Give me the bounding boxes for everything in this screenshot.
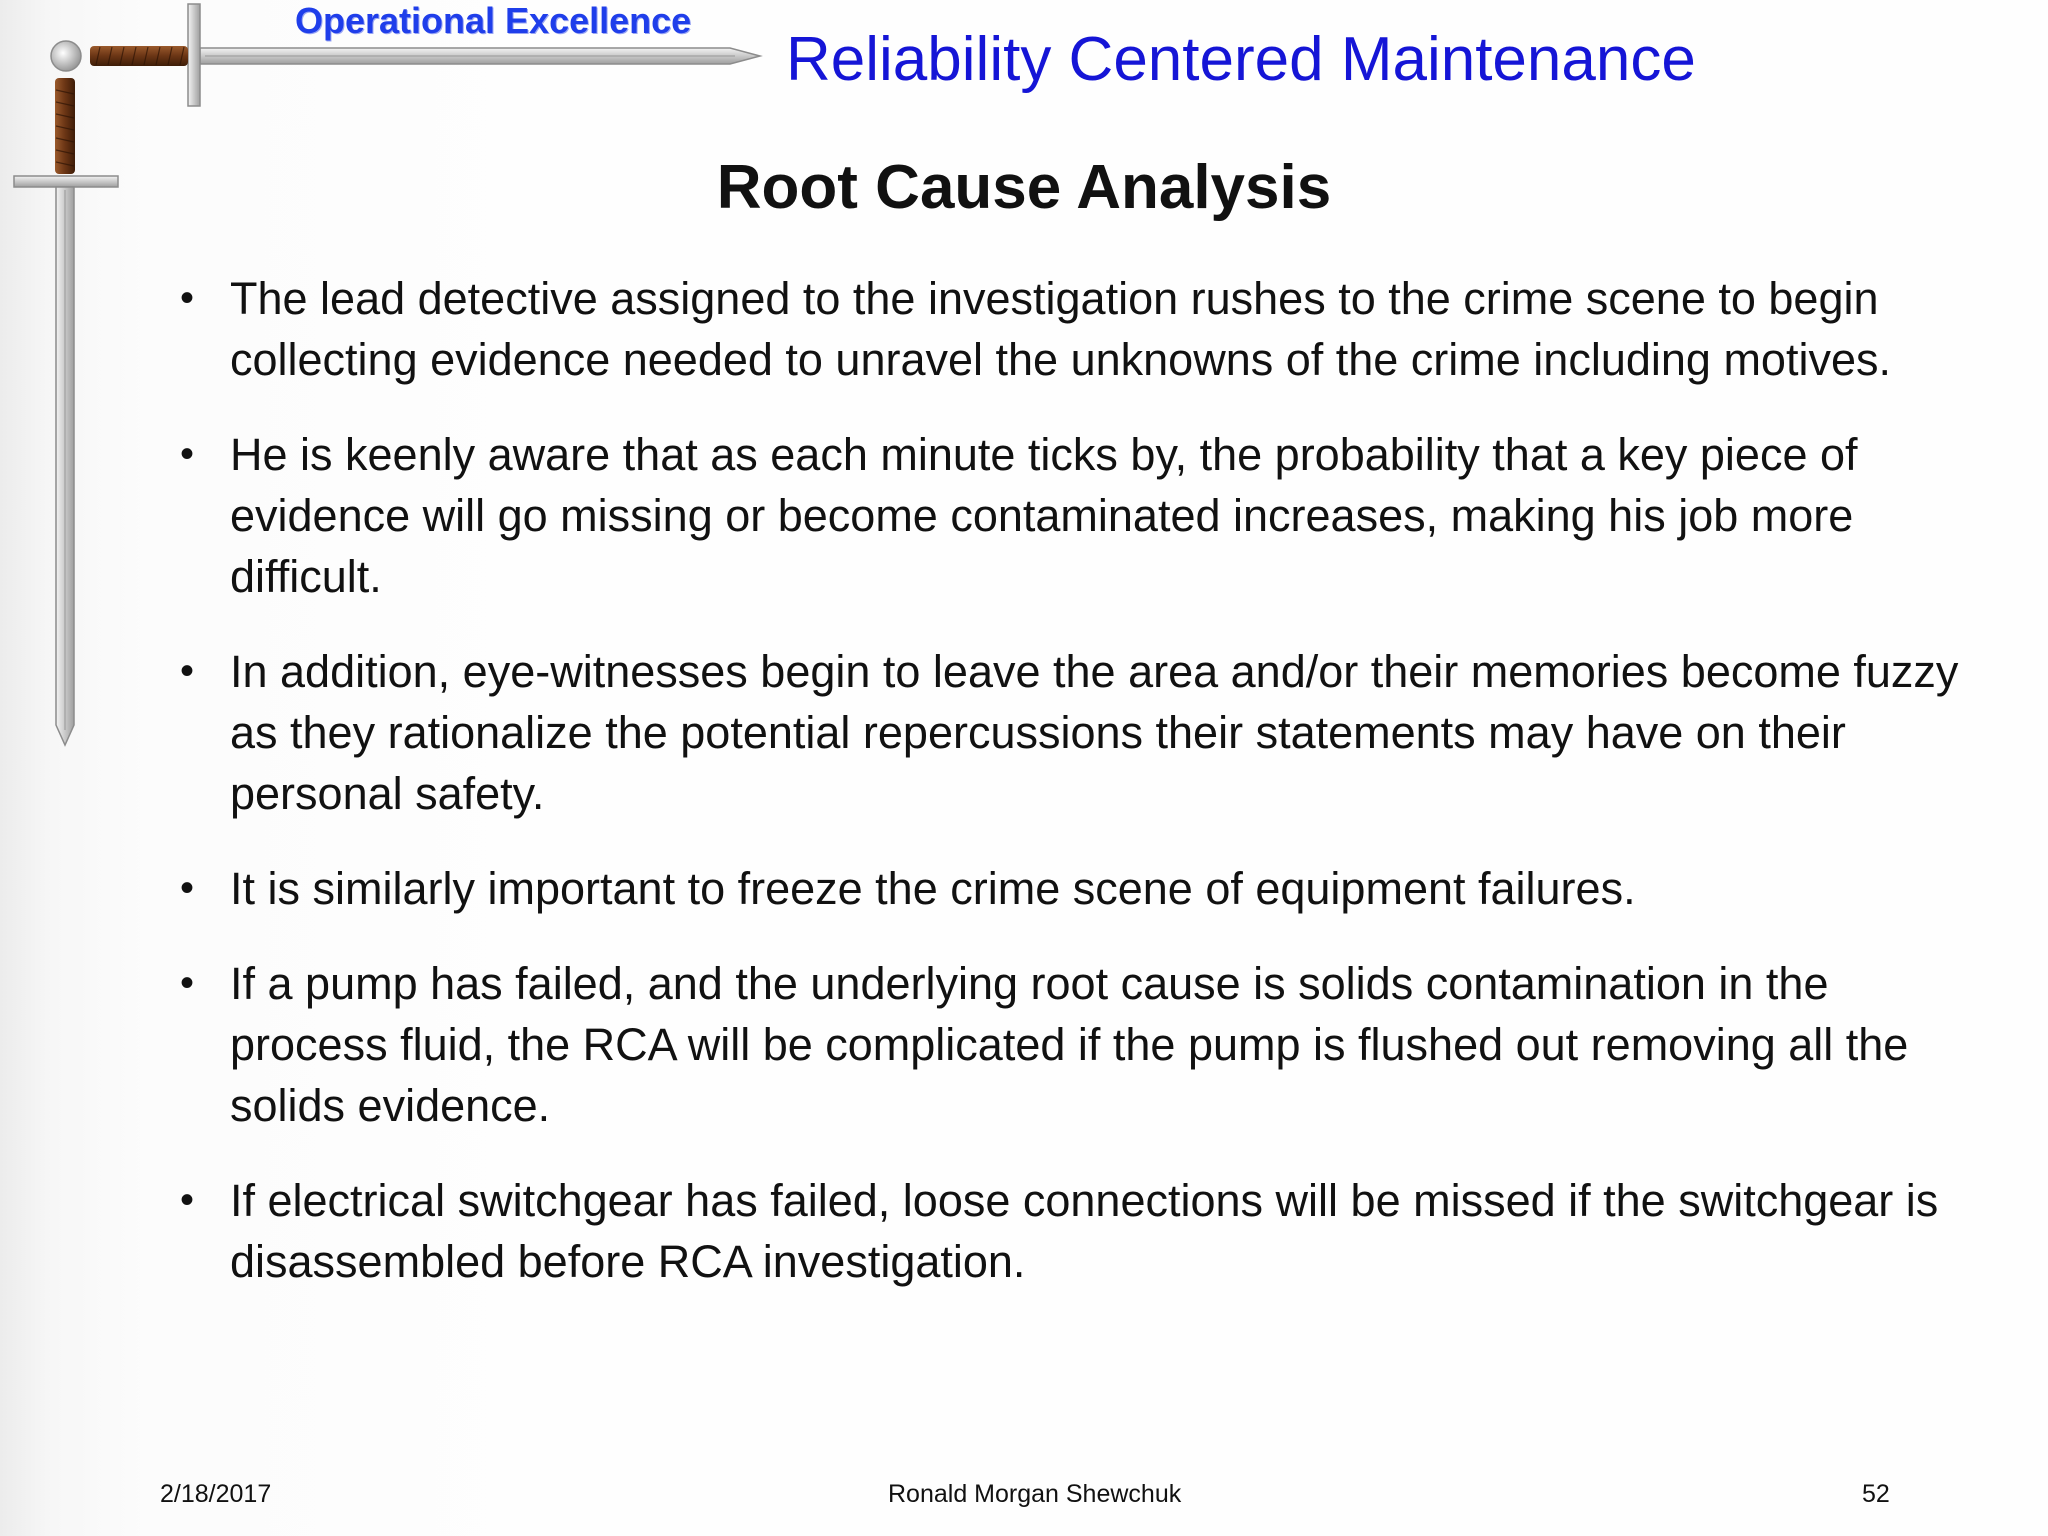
bullet-marker: • — [180, 276, 195, 320]
header-title: Reliability Centered Maintenance — [786, 25, 1696, 94]
bullet-item — [170, 858, 1970, 919]
bullet-marker: • — [180, 866, 195, 910]
footer-author: Ronald Morgan Shewchuk — [888, 1480, 1182, 1508]
slide-title: Root Cause Analysis — [716, 153, 1332, 222]
bullet-text: In addition, eye-witnesses begin to leave the area and/or their memories become fuzzy as they rationalize the potential repercussions their statements may have on their personal safety. — [230, 646, 1959, 819]
brand-label: Operational Excellence — [295, 0, 692, 41]
footer-date: 2/18/2017 — [160, 1480, 272, 1508]
bullet-marker: • — [180, 649, 195, 693]
bullet-item — [170, 641, 1970, 824]
bullet-item — [170, 1170, 1970, 1292]
bullet-text: He is keenly aware that as each minute ticks by, the probability that a key piece of evidence will go missing or become contaminated increases, making his job more difficult. — [230, 429, 1858, 602]
bullet-text: The lead detective assigned to the investigation rushes to the crime scene to begin collecting evidence needed to unravel the unknowns of the crime including motives. — [230, 273, 1891, 385]
bullet-text: It is similarly important to freeze the crime scene of equipment failures. — [230, 863, 1636, 914]
bullet-item — [170, 424, 1970, 607]
bullet-item — [170, 268, 1970, 390]
bullet-marker: • — [180, 432, 195, 476]
bullet-item — [170, 953, 1970, 1136]
bullet-text: If electrical switchgear has failed, loose connections will be missed if the switchgear is disassembled before RCA investigation. — [230, 1175, 1939, 1287]
bullet-list — [170, 268, 1970, 1326]
bullet-marker: • — [180, 961, 195, 1005]
bullet-text: If a pump has failed, and the underlying root cause is solids contamination in the process fluid, the RCA will be complicated if the pump is flushed out removing all the solids evidence. — [230, 958, 1909, 1131]
bullet-marker: • — [180, 1178, 195, 1222]
footer-page-number: 52 — [1862, 1480, 1890, 1508]
